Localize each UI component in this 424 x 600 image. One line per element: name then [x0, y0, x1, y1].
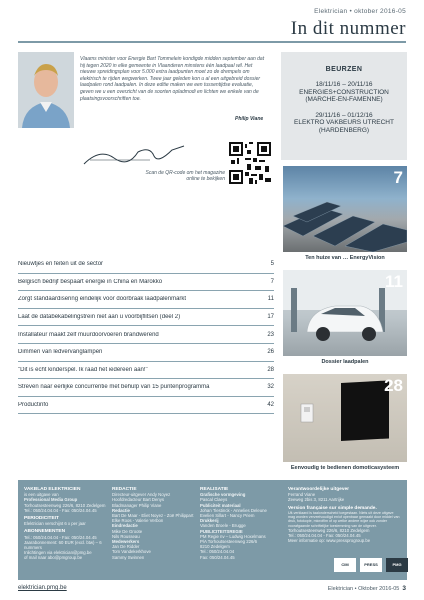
colophon-production [200, 486, 282, 560]
press-logo: PRESS [360, 558, 382, 572]
feature-page-number: 11 [385, 272, 403, 291]
colophon-publisher [24, 486, 108, 561]
colophon-line: of mail naar abo@pmgroup.be [24, 555, 83, 561]
feature-caption: Eenvoudig te bedienen domoticasysteem [290, 465, 400, 471]
toc-item-title: "Dit is echt kinderspel. Ik raad het iedereen aan!" [18, 366, 148, 373]
solar-panels-image [283, 166, 407, 252]
event-dates: 29/11/16 – 01/12/16 [315, 111, 373, 119]
toc-item-page: 23 [267, 331, 274, 338]
colophon-line: Jaarabonnement: 60 EUR (excl. btw) – 6 nummers [24, 539, 102, 551]
colophon-line: Directeur-uitgever Andy Noyez [112, 492, 171, 498]
pmg-logo: PMG [386, 558, 408, 572]
colophon-line: Professional Media Group [24, 497, 78, 503]
header-divider [18, 41, 406, 43]
feature-caption: Ten huize van … EnergyVision [305, 255, 385, 261]
colophon-heading: REDACTIE [112, 487, 137, 492]
toc-item-title: Nieuwtjes en feiten uit de sector [18, 261, 104, 268]
colophon-line: PM Regie nv – Ludwig Hoxelmans [200, 533, 266, 539]
trade-fairs-title: BEURZEN [325, 66, 363, 73]
signature-image [80, 138, 190, 172]
colophon-line: Hoofdredacteur Bart Denys [112, 497, 165, 503]
qr-code-icon[interactable] [229, 142, 271, 184]
colophon-line: Drukkerij [200, 518, 219, 524]
page-number: 3 [402, 585, 406, 592]
colophon-line: Tel.: 050/24.04.04 [200, 549, 235, 555]
colophon-heading: Verantwoordelijke uitgever [288, 487, 350, 492]
colophon-line: Tel.: 050/24.04.04 - Fax: 050/24.04.45 [24, 507, 97, 513]
colophon-responsible [288, 486, 400, 544]
colophon-line: 8210 Zedelgem [200, 544, 230, 550]
colophon-line: Tel.: 050/24.04.04 - Fax: 050/24.04.45 [24, 534, 97, 540]
colophon-line: Tom Vandekerkhove [112, 549, 151, 555]
feature-caption: Dossier laadpalen [321, 359, 369, 365]
event-name: ENERGIES+CONSTRUCTION [299, 88, 389, 96]
event-place: (MARCHE-EN-FAMENNE) [305, 96, 383, 104]
colophon-heading: PERIODICITEIT [24, 516, 59, 522]
toc-item-page: 42 [267, 402, 274, 409]
toc-item-title: Installateur maakt zelf muurdoorvoeren brandwerend [18, 331, 159, 338]
colophon [18, 480, 407, 580]
trade-fair-event [281, 112, 407, 135]
feature-image-charging[interactable] [283, 270, 407, 356]
table-of-contents [18, 256, 274, 414]
toc-item-title: Streven naar eerlijke concurrentie met behulp van 15 puntenprogramma [18, 384, 210, 391]
footer-issue: Elektrician • Oktober 2016-05 [327, 586, 400, 592]
issue-meta: Elektrician • oktober 2016-05 [314, 8, 406, 15]
toc-item-title: Dimmen van ledvervanglampen [18, 349, 103, 356]
colophon-line: P/A Torhoutsesteenweg 226/6 [200, 539, 258, 545]
toc-item-page: 32 [267, 384, 274, 391]
toc-item[interactable] [18, 291, 274, 309]
feature-image-domotics[interactable] [283, 374, 407, 462]
toc-item-title: Productinfo [18, 402, 49, 409]
colophon-heading: REALISATIE [200, 487, 229, 492]
colophon-line: Publiciteit materiaal [200, 502, 241, 508]
toc-item-title: Zorgt standaardisering eindelijk voor doorbraak laadpalenmarkt [18, 296, 187, 303]
colophon-line: Jan De Ridder [112, 544, 140, 550]
toc-item[interactable] [18, 344, 274, 362]
qr-caption: Scan de QR-code om het magazine online te bekijken [145, 170, 225, 182]
colophon-line: Redactie [112, 507, 130, 513]
toc-item-title: Belgisch bedrijf bespaart energie in China en Marokko [18, 278, 163, 285]
colophon-heading: Version française sur simple demande. [288, 505, 377, 511]
event-dates: 18/11/16 – 20/11/16 [315, 81, 373, 88]
page-footer [328, 585, 406, 592]
toc-item-page: 26 [267, 349, 274, 356]
event-place: (HARDENBERG) [318, 126, 370, 134]
cim-logo: CIM [334, 558, 356, 572]
colophon-line: PUBLICITEITSREGIE [200, 528, 243, 534]
website-link[interactable]: elektrician.pmg.be [18, 585, 67, 591]
toc-item-page: 17 [267, 314, 274, 321]
colophon-line: Elektrician verschijnt 6 x per jaar [24, 521, 86, 527]
colophon-line: Nils Rousseau [112, 533, 140, 539]
colophon-heading: ABONNEMENTEN [24, 529, 66, 535]
colophon-line: Ferrand Viane [288, 492, 316, 498]
event-name: ELEKTRO VAKBEURS UTRECHT [294, 119, 394, 127]
certification-logos [334, 558, 408, 572]
colophon-line: Inlichtingen via elektrician@pmg.be [24, 550, 92, 556]
toc-item[interactable] [18, 309, 274, 327]
colophon-line: Bart De Maar - Eliet Noyez - Zoë Philippart [112, 513, 194, 519]
toc-item[interactable] [18, 379, 274, 397]
toc-item[interactable] [18, 274, 274, 292]
colophon-line: Sammy Swinnen [112, 554, 145, 560]
colophon-line: Torhoutsesteenweg 226/6, 8210 Zedelgem [288, 528, 370, 533]
colophon-line: Pascal Claeys [200, 497, 228, 503]
toc-item[interactable] [18, 326, 274, 344]
colophon-line: Meer informatie op: www.pressprogroup.be [288, 538, 371, 544]
colophon-line: Mike De Groote [112, 528, 143, 534]
colophon-line: is een uitgave van [24, 492, 59, 498]
colophon-line: Uit-verklaard is taalonderscheid toegestaan. Niets uit deze uitgave mag worden verveelvoudigd en/of openbaar gemaakt door middel van druk, fotokopie, microfilm of op welke andere wijze ook zonder voorafgaande schriftelijke toestemming van de uitgever. [288, 510, 400, 528]
portrait-image [18, 52, 74, 128]
trade-fairs-box [281, 52, 407, 160]
colophon-line: Vanden Broele - Brugge [200, 523, 246, 529]
feature-image-solar[interactable] [283, 166, 407, 252]
colophon-line: Evelien Sillart - Nancy Priem [200, 513, 255, 519]
toc-item-page: 28 [267, 366, 274, 373]
toc-item-page: 7 [270, 278, 274, 285]
colophon-line: Johan Tiestinck - Annelies Deleune [200, 507, 267, 513]
page-title: In dit nummer [290, 18, 406, 39]
colophon-line: Elke Roos - Valerie Verbon [112, 518, 164, 524]
toc-item-title: Laat de databekabelingstrein niet aan u voorbijflitsen (deel 2) [18, 314, 181, 321]
colophon-line: Fax: 050/24.04.45 [200, 554, 235, 560]
author-name: Philip Viane [235, 116, 264, 122]
author-photo [18, 52, 74, 128]
colophon-line: Zeeweg 2bis 3, 8211 Aartrijke [288, 497, 345, 503]
toc-item-page: 5 [270, 261, 274, 268]
toc-item[interactable] [18, 362, 274, 380]
colophon-line: Bladmanager Philip Viane [112, 502, 162, 508]
colophon-editorial [112, 486, 194, 560]
toc-item-page: 11 [267, 296, 274, 303]
colophon-line: Eindredactie [112, 523, 138, 529]
toc-item[interactable] [18, 397, 274, 415]
colophon-line: Torhoutsesteenweg 226/6, 8210 Zedelgem [24, 502, 106, 508]
toc-item[interactable] [18, 256, 274, 274]
feature-page-number: 28 [384, 376, 403, 395]
colophon-line: Grafische vormgeving [200, 492, 246, 498]
intro-text: Vlaams minister voor Energie Bart Tommelein kondigde midden september aan dat hij tegen 2020 in elke gemeente in Vlaanderen minstens één laadpaal wil. Het nieuwe spreidingsplan voor 5.000 extra laadpunten moet zo de drempels om elektrisch te rijden wegwerken. Twee jaar geleden kon u al een uitgebreid dossier laadpalen rond laadpalen. In deze editie maken we een tussentijdse evaluatie, geven we u een overzicht van de soorten opladmodi en lichten we enkele van de plaatsingsvoorschriften toe. [80, 56, 265, 102]
colophon-line: Medewerkers [112, 539, 140, 545]
feature-page-number: 7 [393, 168, 403, 187]
trade-fair-event [281, 81, 407, 104]
colophon-heading: VAKBLAD ELEKTRICIEN [24, 487, 81, 492]
colophon-line: Tel.: 050/24.04.04 - Fax: 050/24.04.45 [288, 533, 361, 539]
